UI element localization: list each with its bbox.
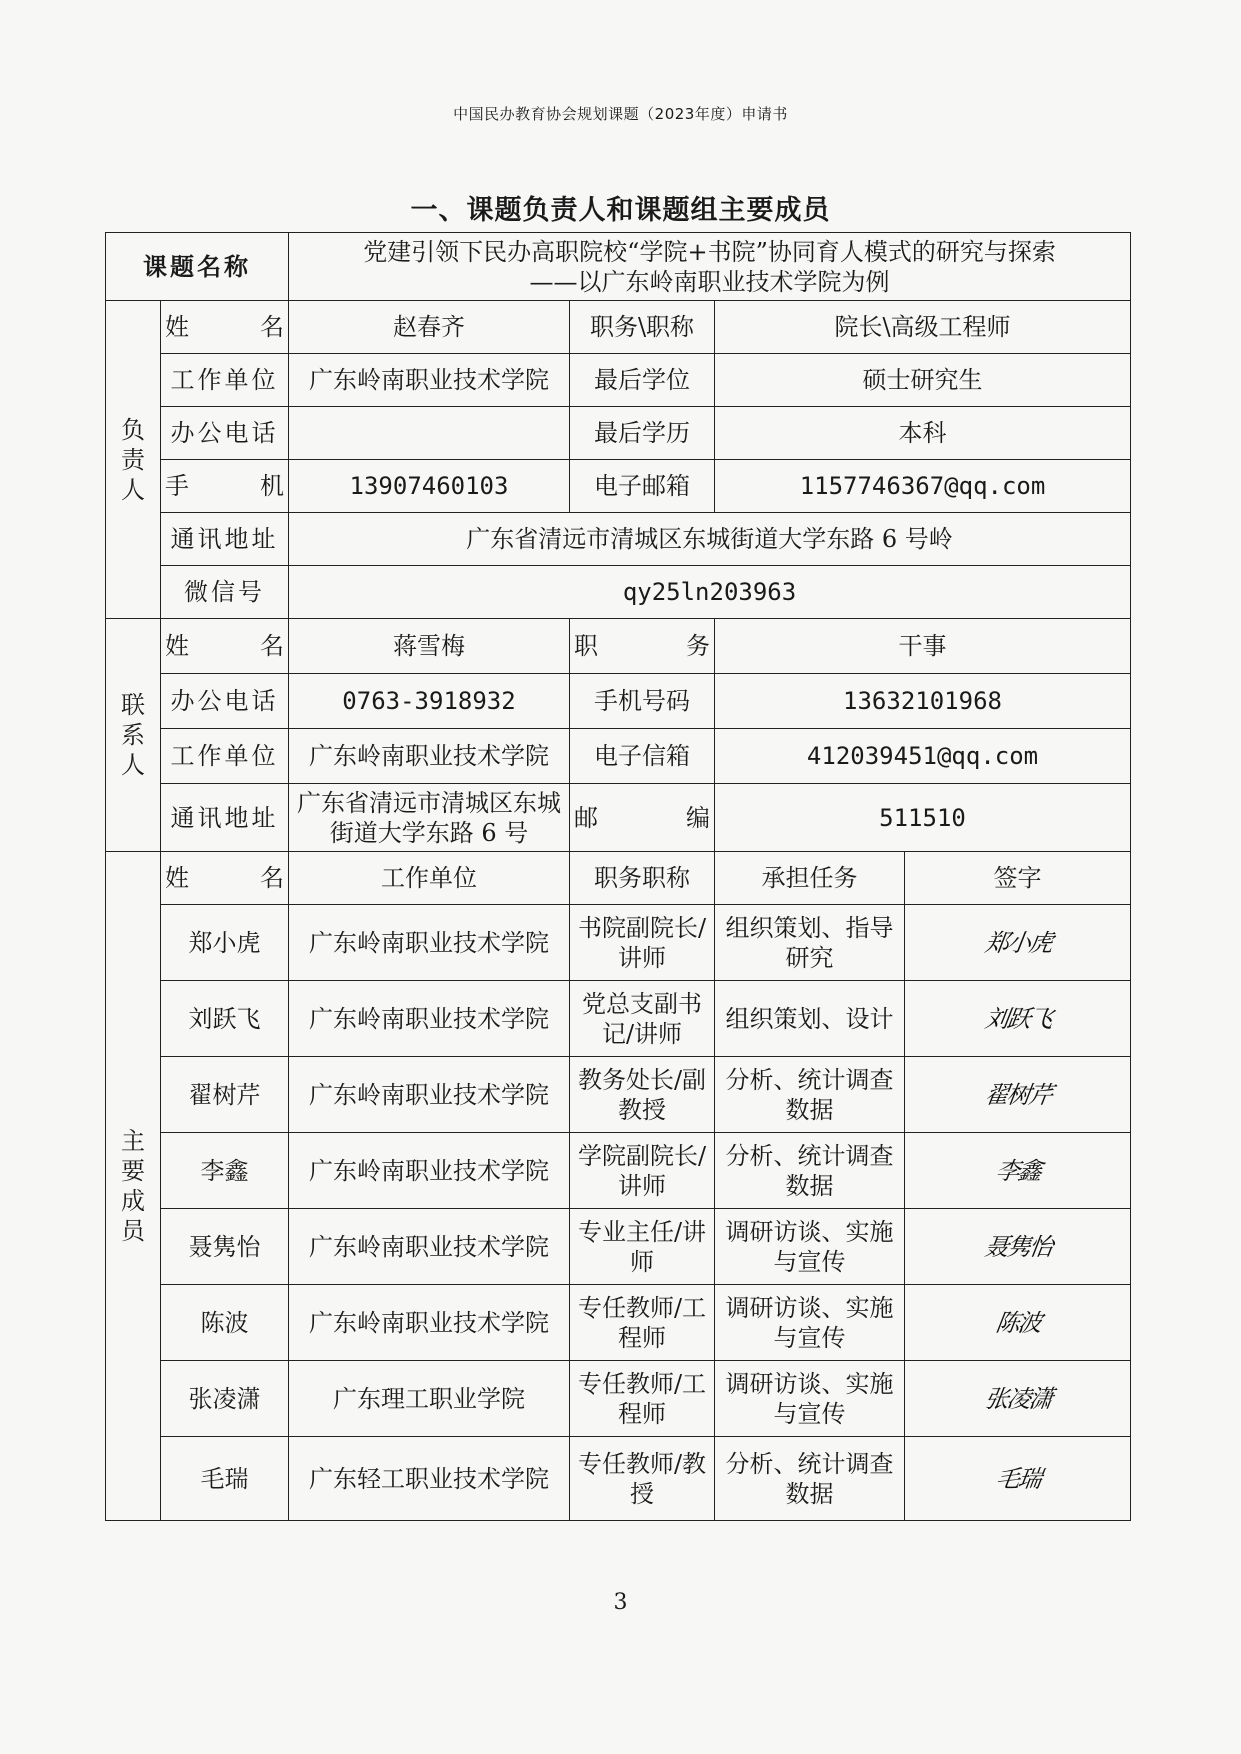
members-header-task: 承担任务 — [715, 852, 905, 905]
leader-row-name — [106, 301, 1131, 354]
members-header-signature: 签字 — [905, 852, 1131, 905]
leader-name: 赵春齐 — [289, 301, 570, 354]
member-name: 李鑫 — [161, 1133, 289, 1209]
member-name: 陈波 — [161, 1285, 289, 1361]
contact-position: 干事 — [715, 619, 1131, 674]
project-title-line1: 党建引领下民办高职院校“学院+书院”协同育人模式的研究与探索 — [363, 237, 1056, 266]
leader-mobile-label: 手机 — [161, 460, 289, 513]
member-title: 学院副院长/讲师 — [570, 1133, 715, 1209]
contact-group-char: 系 — [121, 721, 145, 749]
contact-row-name — [106, 619, 1131, 674]
leader-mobile: 13907460103 — [289, 460, 570, 513]
contact-work-unit-label: 工作单位 — [161, 729, 289, 784]
contact-office-phone: 0763-3918932 — [289, 674, 570, 729]
members-header-unit: 工作单位 — [289, 852, 570, 905]
member-unit: 广东理工职业学院 — [289, 1361, 570, 1437]
contact-address: 广东省清远市清城区东城街道大学东路 6 号 — [289, 784, 570, 852]
member-row — [106, 1285, 1131, 1361]
member-task: 调研访谈、实施与宣传 — [715, 1285, 905, 1361]
leader-row-phone — [106, 407, 1131, 460]
member-row — [106, 905, 1131, 981]
contact-name-label: 姓名 — [161, 619, 289, 674]
member-title: 专任教师/工程师 — [570, 1285, 715, 1361]
members-group-label — [106, 852, 161, 1521]
member-name: 翟树芹 — [161, 1057, 289, 1133]
project-label: 课题名称 — [106, 233, 289, 301]
project-title-line2: ——以广东岭南职业技术学院为例 — [529, 267, 890, 296]
contact-address-label: 通讯地址 — [161, 784, 289, 852]
document-header: 中国民办教育协会规划课题（2023年度）申请书 — [453, 105, 788, 123]
members-header-title: 职务职称 — [570, 852, 715, 905]
member-title: 书院副院长/讲师 — [570, 905, 715, 981]
member-row — [106, 981, 1131, 1057]
member-signature: 陈波 — [899, 1285, 1136, 1361]
contact-work-unit: 广东岭南职业技术学院 — [289, 729, 570, 784]
leader-group-char: 责 — [121, 445, 145, 474]
member-task: 分析、统计调查数据 — [715, 1057, 905, 1133]
member-unit: 广东岭南职业技术学院 — [289, 1209, 570, 1285]
member-row — [106, 1361, 1131, 1437]
member-task: 分析、统计调查数据 — [715, 1437, 905, 1521]
leader-education: 本科 — [715, 407, 1131, 460]
member-task: 分析、统计调查数据 — [715, 1133, 905, 1209]
leader-name-label: 姓名 — [161, 301, 289, 354]
members-group-char: 主 — [121, 1127, 145, 1155]
leader-email: 1157746367@qq.com — [715, 460, 1131, 513]
member-row — [106, 1057, 1131, 1133]
contact-row-phone — [106, 674, 1131, 729]
page-number: 3 — [613, 1590, 628, 1615]
member-signature: 李鑫 — [899, 1133, 1136, 1209]
project-row — [106, 233, 1131, 301]
member-name: 郑小虎 — [161, 905, 289, 981]
contact-postcode: 511510 — [715, 784, 1131, 852]
leader-wechat: qy25ln203963 — [289, 566, 1131, 619]
contact-group-char: 联 — [121, 691, 145, 719]
leader-group-char: 人 — [121, 475, 145, 504]
contact-mobile: 13632101968 — [715, 674, 1131, 729]
contact-group-char: 人 — [121, 751, 145, 779]
member-unit: 广东岭南职业技术学院 — [289, 905, 570, 981]
member-signature: 翟树芹 — [899, 1057, 1136, 1133]
leader-row-wechat — [106, 566, 1131, 619]
leader-address-label: 通讯地址 — [161, 513, 289, 566]
members-group-char: 员 — [121, 1217, 145, 1245]
leader-email-label: 电子邮箱 — [570, 460, 715, 513]
contact-position-label: 职务 — [570, 619, 715, 674]
member-task: 组织策划、指导研究 — [715, 905, 905, 981]
contact-postcode-label: 邮编 — [570, 784, 715, 852]
leader-work-unit: 广东岭南职业技术学院 — [289, 354, 570, 407]
leader-row-mobile — [106, 460, 1131, 513]
member-signature: 毛瑞 — [899, 1437, 1137, 1521]
leader-group-label — [106, 301, 161, 619]
member-unit: 广东轻工职业技术学院 — [289, 1437, 570, 1521]
member-signature: 聂隽怡 — [899, 1209, 1136, 1285]
members-group-char: 成 — [121, 1187, 145, 1215]
members-header-name: 姓名 — [161, 852, 289, 905]
members-header-row — [106, 852, 1131, 905]
member-title: 专任教师/教授 — [570, 1437, 715, 1521]
contact-office-phone-label: 办公电话 — [161, 674, 289, 729]
section-title: 一、课题负责人和课题组主要成员 — [410, 195, 831, 226]
leader-office-phone-label: 办公电话 — [161, 407, 289, 460]
member-row — [106, 1437, 1131, 1521]
leader-row-address — [106, 513, 1131, 566]
member-task: 调研访谈、实施与宣传 — [715, 1361, 905, 1437]
member-title: 教务处长/副教授 — [570, 1057, 715, 1133]
leader-position-label: 职务\职称 — [570, 301, 715, 354]
member-name: 刘跃飞 — [161, 981, 289, 1057]
member-title: 专任教师/工程师 — [570, 1361, 715, 1437]
leader-position: 院长\高级工程师 — [715, 301, 1131, 354]
contact-row-address — [106, 784, 1131, 852]
contact-email-label: 电子信箱 — [570, 729, 715, 784]
member-title: 党总支副书记/讲师 — [570, 981, 715, 1057]
member-unit: 广东岭南职业技术学院 — [289, 1285, 570, 1361]
contact-mobile-label: 手机号码 — [570, 674, 715, 729]
leader-group-char: 负 — [121, 415, 145, 444]
contact-name: 蒋雪梅 — [289, 619, 570, 674]
member-unit: 广东岭南职业技术学院 — [289, 1133, 570, 1209]
leader-degree-label: 最后学位 — [570, 354, 715, 407]
leader-address: 广东省清远市清城区东城街道大学东路 6 号岭 — [289, 513, 1131, 566]
project-title — [289, 233, 1131, 301]
leader-education-label: 最后学历 — [570, 407, 715, 460]
member-name: 张凌潇 — [161, 1361, 289, 1437]
member-task: 调研访谈、实施与宣传 — [715, 1209, 905, 1285]
contact-email: 412039451@qq.com — [715, 729, 1131, 784]
leader-work-unit-label: 工作单位 — [161, 354, 289, 407]
leader-row-unit — [106, 354, 1131, 407]
leader-office-phone — [289, 407, 570, 460]
member-row — [106, 1209, 1131, 1285]
leader-degree: 硕士研究生 — [715, 354, 1131, 407]
member-signature: 郑小虎 — [899, 905, 1136, 981]
member-row — [106, 1133, 1131, 1209]
members-group-char: 要 — [121, 1157, 145, 1185]
member-name: 聂隽怡 — [161, 1209, 289, 1285]
member-title: 专业主任/讲师 — [570, 1209, 715, 1285]
member-signature: 张凌潇 — [899, 1361, 1136, 1437]
leader-wechat-label: 微信号 — [161, 566, 289, 619]
application-table — [105, 232, 1131, 1521]
member-unit: 广东岭南职业技术学院 — [289, 1057, 570, 1133]
contact-group-label — [106, 619, 161, 852]
member-unit: 广东岭南职业技术学院 — [289, 981, 570, 1057]
member-task: 组织策划、设计 — [715, 981, 905, 1057]
member-name: 毛瑞 — [161, 1437, 289, 1521]
member-signature: 刘跃飞 — [899, 981, 1136, 1057]
contact-row-unit — [106, 729, 1131, 784]
